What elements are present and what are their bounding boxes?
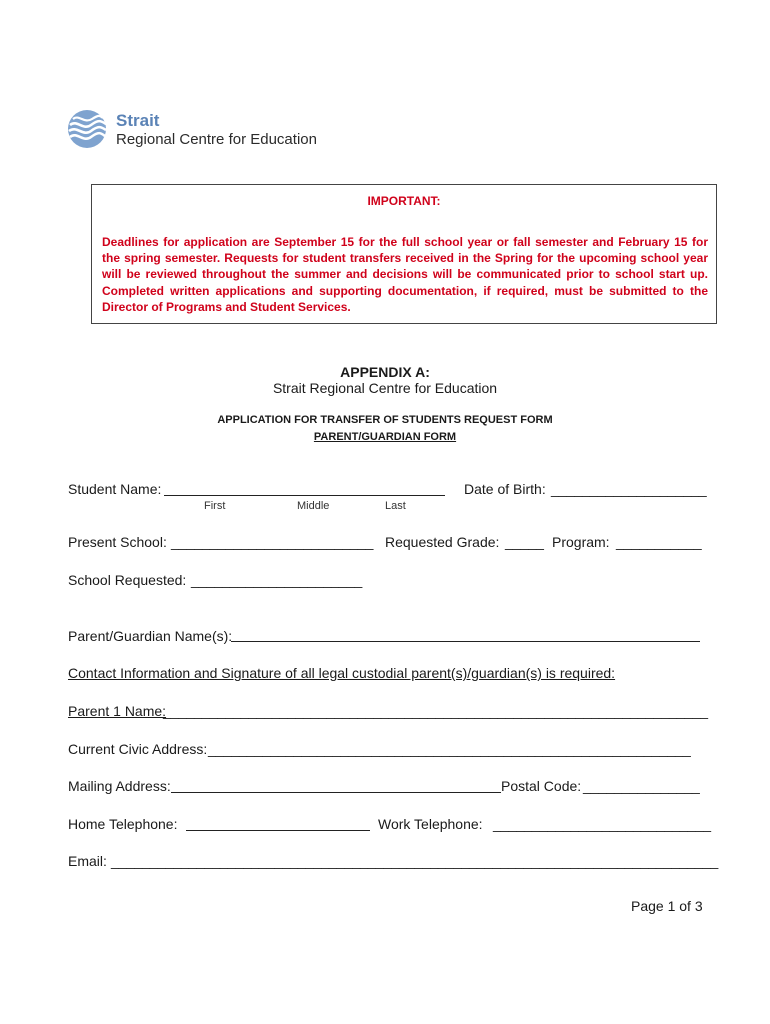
mailing-address-label: Mailing Address: <box>68 778 171 794</box>
appendix-title: APPENDIX A: <box>340 364 430 380</box>
dob-field[interactable]: ____________________ <box>551 481 707 497</box>
work-telephone-field[interactable]: ____________________________ <box>493 816 712 832</box>
requested-grade-field[interactable]: _____ <box>505 534 544 550</box>
middle-name-caption: Middle <box>297 500 330 512</box>
present-school-field[interactable]: __________________________ <box>171 534 374 550</box>
logo-name-top: Strait <box>116 111 160 130</box>
home-telephone-label: Home Telephone: <box>68 816 178 832</box>
appendix-subtitle: Strait Regional Centre for Education <box>272 380 498 396</box>
student-name-label: Student Name: <box>68 481 162 497</box>
first-name-caption: First <box>204 500 226 512</box>
home-telephone-field[interactable] <box>186 830 370 831</box>
contact-info-note: Contact Information and Signature of all legal custodial parent(s)/guardian(s) is required: <box>68 665 616 681</box>
mailing-address-field[interactable] <box>171 792 501 793</box>
form-subtitle: PARENT/GUARDIAN FORM <box>313 431 457 443</box>
requested-grade-label: Requested Grade: <box>385 534 500 550</box>
program-label: Program: <box>552 534 610 550</box>
important-body: Deadlines for application are September 15 for the full school year or fall semester and February 15 for the spring semester. Requests for student transfers received in the Spring for the upcoming school year will be reviewed throughout the summer and decisions will be communicated prior to school start up. Completed written applications and supporting documentation, if required, must be submitted to the Director of Programs and Student Services. <box>102 235 708 314</box>
dob-label: Date of Birth: <box>464 481 546 497</box>
srce-logo-icon <box>67 109 107 149</box>
logo-name-bottom: Regional Centre for Education <box>116 131 317 148</box>
parent1-name-label: Parent 1 Name: <box>68 703 167 719</box>
postal-code-label: Postal Code: <box>501 778 582 794</box>
school-requested-label: School Requested: <box>68 572 187 588</box>
page-number: Page 1 of 3 <box>631 898 703 914</box>
email-field[interactable]: ______________________________________________________________________________ <box>111 853 719 869</box>
postal-code-field[interactable]: _______________ <box>583 778 700 794</box>
important-title: IMPORTANT: <box>367 194 441 208</box>
form-title: APPLICATION FOR TRANSFER OF STUDENTS REQUEST FORM <box>217 414 553 426</box>
program-field[interactable]: ___________ <box>616 534 702 550</box>
present-school-label: Present School: <box>68 534 167 550</box>
work-telephone-label: Work Telephone: <box>378 816 483 832</box>
important-notice-box <box>91 184 717 324</box>
parent-names-label: Parent/Guardian Name(s): <box>68 628 233 644</box>
last-name-caption: Last <box>385 500 406 512</box>
student-name-field[interactable] <box>164 495 445 496</box>
email-label: Email: <box>68 853 107 869</box>
parent1-name-field[interactable]: ______________________________________________________________________ <box>163 703 709 719</box>
civic-address-label: Current Civic Address: <box>68 741 208 757</box>
parent-names-field[interactable] <box>231 641 700 642</box>
school-requested-field[interactable]: ______________________ <box>191 572 363 588</box>
civic-address-field[interactable]: ______________________________________________________________ <box>208 741 691 757</box>
